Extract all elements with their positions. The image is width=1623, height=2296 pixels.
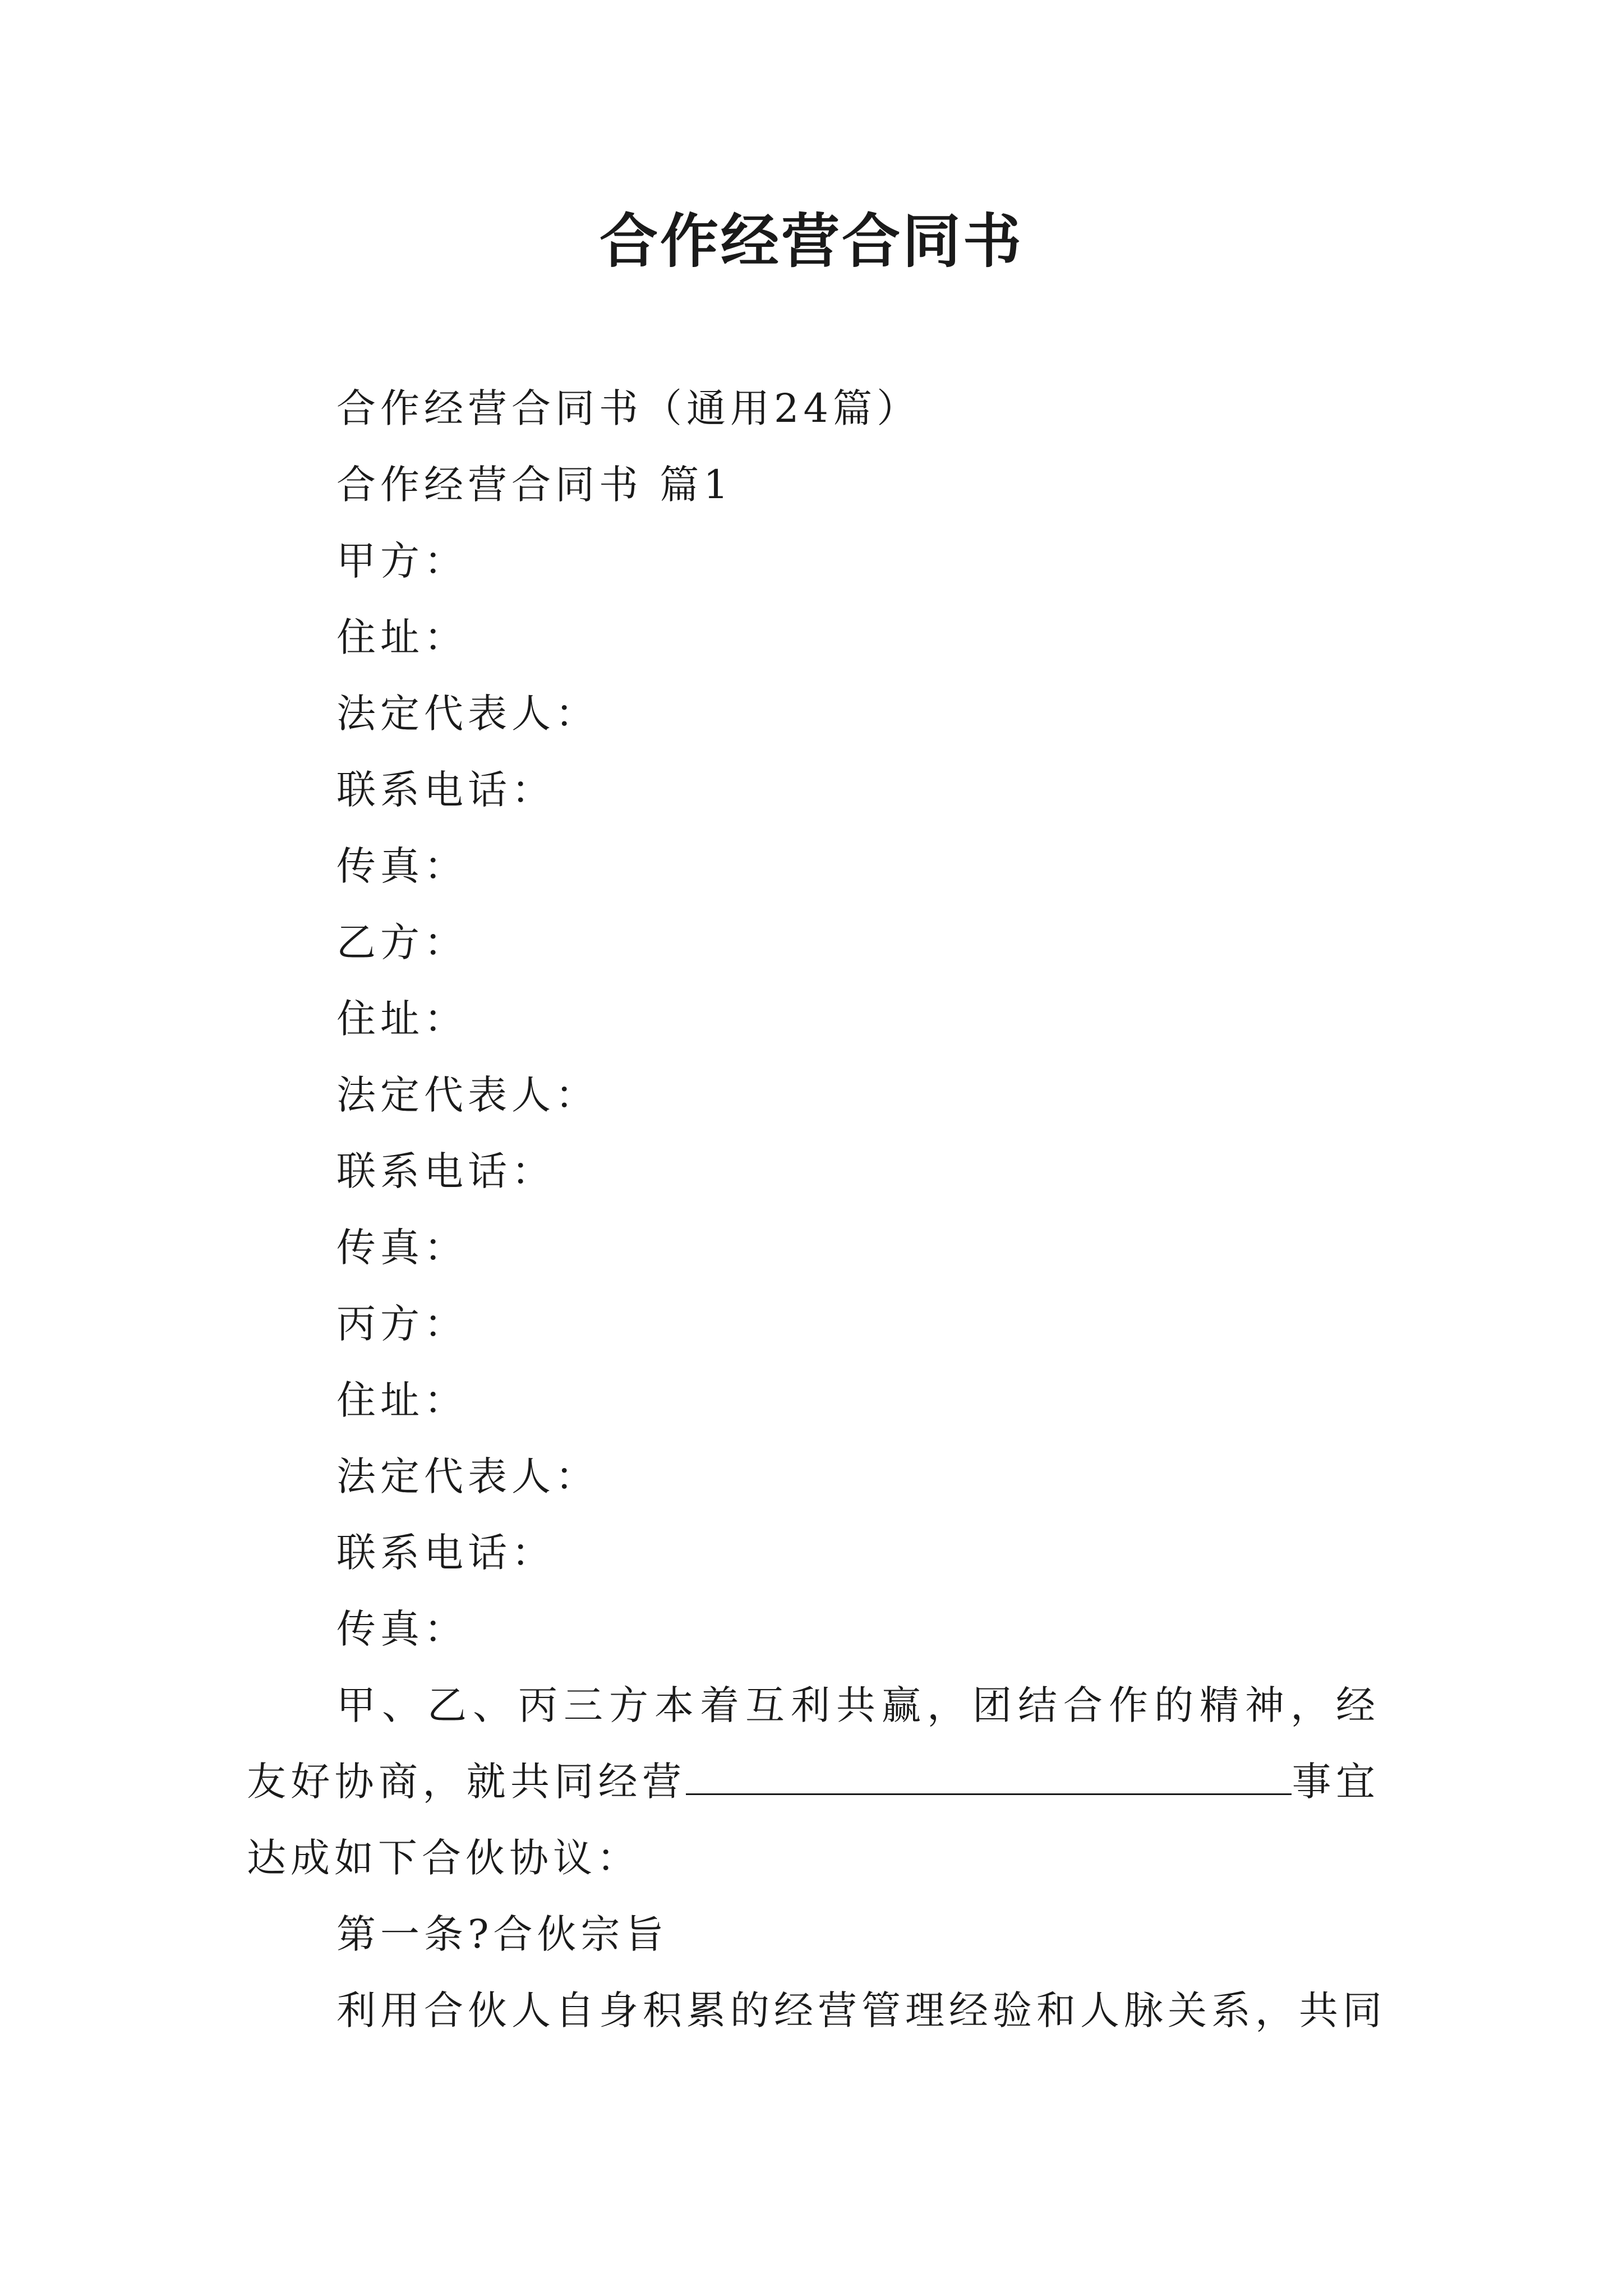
party-b-fax: 传真： xyxy=(336,1225,468,1271)
subtitle: 合作经营合同书（通用24篇） xyxy=(336,385,921,431)
preamble-text-1: 甲、乙、丙三方本着互利共赢，团结合作的精神，经友好协商，就共同经营 xyxy=(247,1682,1380,1805)
party-b-representative: 法定代表人： xyxy=(336,1072,599,1118)
party-c-representative: 法定代表人： xyxy=(336,1453,599,1499)
party-a-label: 甲方： xyxy=(336,538,468,584)
fill-in-blank xyxy=(686,1745,1292,1795)
preamble-text-2: 事宜达成如下合伙协议： xyxy=(247,1759,1380,1881)
party-a-address: 住址： xyxy=(336,614,468,660)
article-1-heading: 第一条?合伙宗旨 xyxy=(336,1911,668,1957)
party-c-phone: 联系电话： xyxy=(336,1530,555,1576)
document-body xyxy=(247,370,1386,2049)
preamble-paragraph xyxy=(247,1667,1380,1896)
party-c-label: 丙方： xyxy=(336,1301,468,1347)
party-c-address: 住址： xyxy=(336,1377,468,1423)
party-b-label: 乙方： xyxy=(336,919,468,965)
article-1-text: 利用合伙人自身积累的经营管理经验和人脉关系，共同 xyxy=(336,1987,1386,2033)
party-b-phone: 联系电话： xyxy=(336,1148,555,1194)
party-a-fax: 传真： xyxy=(336,843,468,889)
chapter-heading: 合作经营合同书 篇1 xyxy=(336,462,733,508)
party-a-phone: 联系电话： xyxy=(336,767,555,813)
document-title: 合作经营合同书 xyxy=(599,206,1023,275)
party-b-address: 住址： xyxy=(336,996,468,1042)
party-a-representative: 法定代表人： xyxy=(336,691,599,737)
party-c-fax: 传真： xyxy=(336,1606,468,1652)
